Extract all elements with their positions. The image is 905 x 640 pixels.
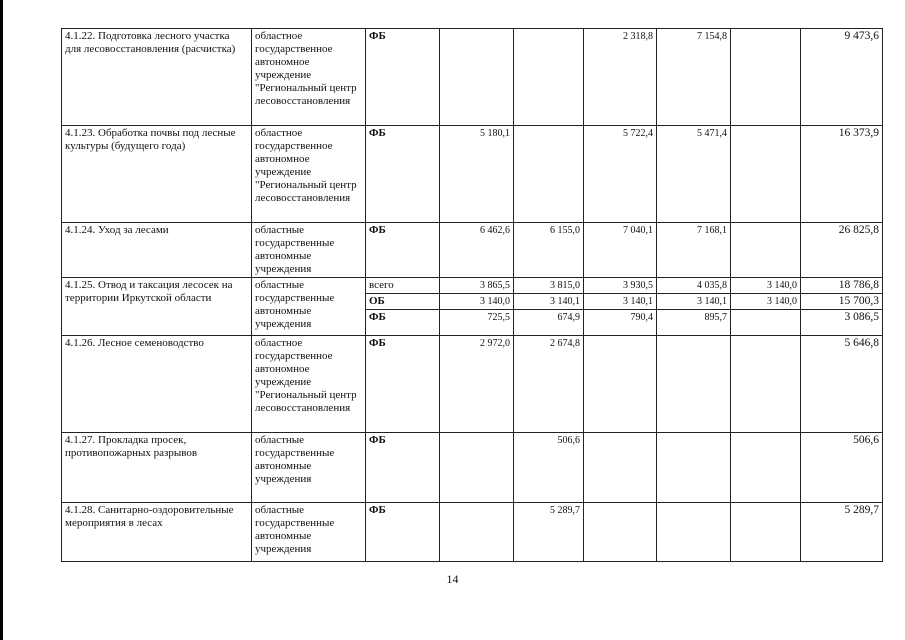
value-cell: 3 140,1 [657,294,731,310]
funding-source-cell [366,126,440,223]
table-row [62,223,883,278]
task-name-cell: 4.1.25. Отвод и таксация лесосек на территории Иркутской области [62,278,252,336]
total-cell: 5 289,7 [801,503,883,562]
budget-table [61,28,883,562]
value-cell: 7 168,1 [657,223,731,278]
task-name-cell: 4.1.22. Подготовка лесного участка для лесовосстановления (расчистка) [62,29,252,126]
executor-cell: областное государственное автономное учреждение "Региональный центр лесовосстановления [252,29,366,126]
value-cell: 3 140,1 [584,294,657,310]
value-cell: 3 930,5 [584,278,657,294]
funding-source-label: ОБ [369,295,385,307]
value-cell: 5 722,4 [584,126,657,223]
value-cell: 3 815,0 [514,278,584,294]
value-cell: 506,6 [514,433,584,503]
value-cell: 2 972,0 [440,336,514,433]
total-cell: 15 700,3 [801,294,883,310]
value-cell: 5 180,1 [440,126,514,223]
table-row [62,433,883,503]
value-cell [731,310,801,336]
funding-source-cell [366,294,440,310]
executor-cell: областное государственное автономное учреждение "Региональный центр лесовосстановления [252,336,366,433]
total-cell: 5 646,8 [801,336,883,433]
value-cell [657,336,731,433]
value-cell [440,433,514,503]
value-cell: 790,4 [584,310,657,336]
page-number: 14 [446,572,459,586]
value-cell: 725,5 [440,310,514,336]
value-cell: 4 035,8 [657,278,731,294]
value-cell: 3 140,0 [731,278,801,294]
value-cell: 7 040,1 [584,223,657,278]
total-cell: 9 473,6 [801,29,883,126]
funding-source-cell [366,433,440,503]
value-cell [514,126,584,223]
value-cell: 674,9 [514,310,584,336]
value-cell [731,29,801,126]
total-cell: 506,6 [801,433,883,503]
page-scan-edge [0,0,3,640]
value-cell: 3 140,1 [514,294,584,310]
funding-source-cell [366,310,440,336]
task-name-cell: 4.1.24. Уход за лесами [62,223,252,278]
funding-source-label: ФБ [369,337,386,349]
task-name-cell: 4.1.27. Прокладка просек, противопожарных разрывов [62,433,252,503]
executor-cell: областное государственное автономное учреждение "Региональный центр лесовосстановления [252,126,366,223]
funding-source-cell [366,503,440,562]
table-row [62,278,883,294]
value-cell: 3 140,0 [440,294,514,310]
table-row [62,336,883,433]
task-name-cell: 4.1.28. Санитарно-оздоровительные мероприятия в лесах [62,503,252,562]
table-row [62,503,883,562]
value-cell [731,126,801,223]
table-row [62,126,883,223]
value-cell: 7 154,8 [657,29,731,126]
executor-cell: областные государственные автономные учреждения [252,223,366,278]
executor-cell: областные государственные автономные учреждения [252,278,366,336]
value-cell [584,503,657,562]
value-cell [584,433,657,503]
funding-source-cell [366,223,440,278]
value-cell: 5 289,7 [514,503,584,562]
value-cell [514,29,584,126]
funding-source-label: ФБ [369,30,386,42]
value-cell [657,503,731,562]
total-cell: 16 373,9 [801,126,883,223]
executor-cell: областные государственные автономные учреждения [252,433,366,503]
value-cell: 6 155,0 [514,223,584,278]
value-cell [731,223,801,278]
table-row [62,29,883,126]
value-cell [440,503,514,562]
value-cell [440,29,514,126]
value-cell: 5 471,4 [657,126,731,223]
funding-source-cell [366,336,440,433]
funding-source-cell [366,29,440,126]
total-cell: 3 086,5 [801,310,883,336]
value-cell [731,503,801,562]
value-cell [584,336,657,433]
value-cell: 2 318,8 [584,29,657,126]
funding-source-label: ФБ [369,311,386,323]
funding-source-label: ФБ [369,224,386,236]
value-cell: 3 865,5 [440,278,514,294]
executor-cell: областные государственные автономные учреждения [252,503,366,562]
value-cell: 2 674,8 [514,336,584,433]
task-name-cell: 4.1.26. Лесное семеноводство [62,336,252,433]
value-cell [657,433,731,503]
funding-source-cell: всего [366,278,440,294]
value-cell [731,336,801,433]
task-name-cell: 4.1.23. Обработка почвы под лесные культуры (будущего года) [62,126,252,223]
value-cell: 895,7 [657,310,731,336]
total-cell: 18 786,8 [801,278,883,294]
funding-source-label: ФБ [369,434,386,446]
value-cell [731,433,801,503]
total-cell: 26 825,8 [801,223,883,278]
value-cell: 6 462,6 [440,223,514,278]
funding-source-label: ФБ [369,504,386,516]
value-cell: 3 140,0 [731,294,801,310]
funding-source-label: ФБ [369,127,386,139]
